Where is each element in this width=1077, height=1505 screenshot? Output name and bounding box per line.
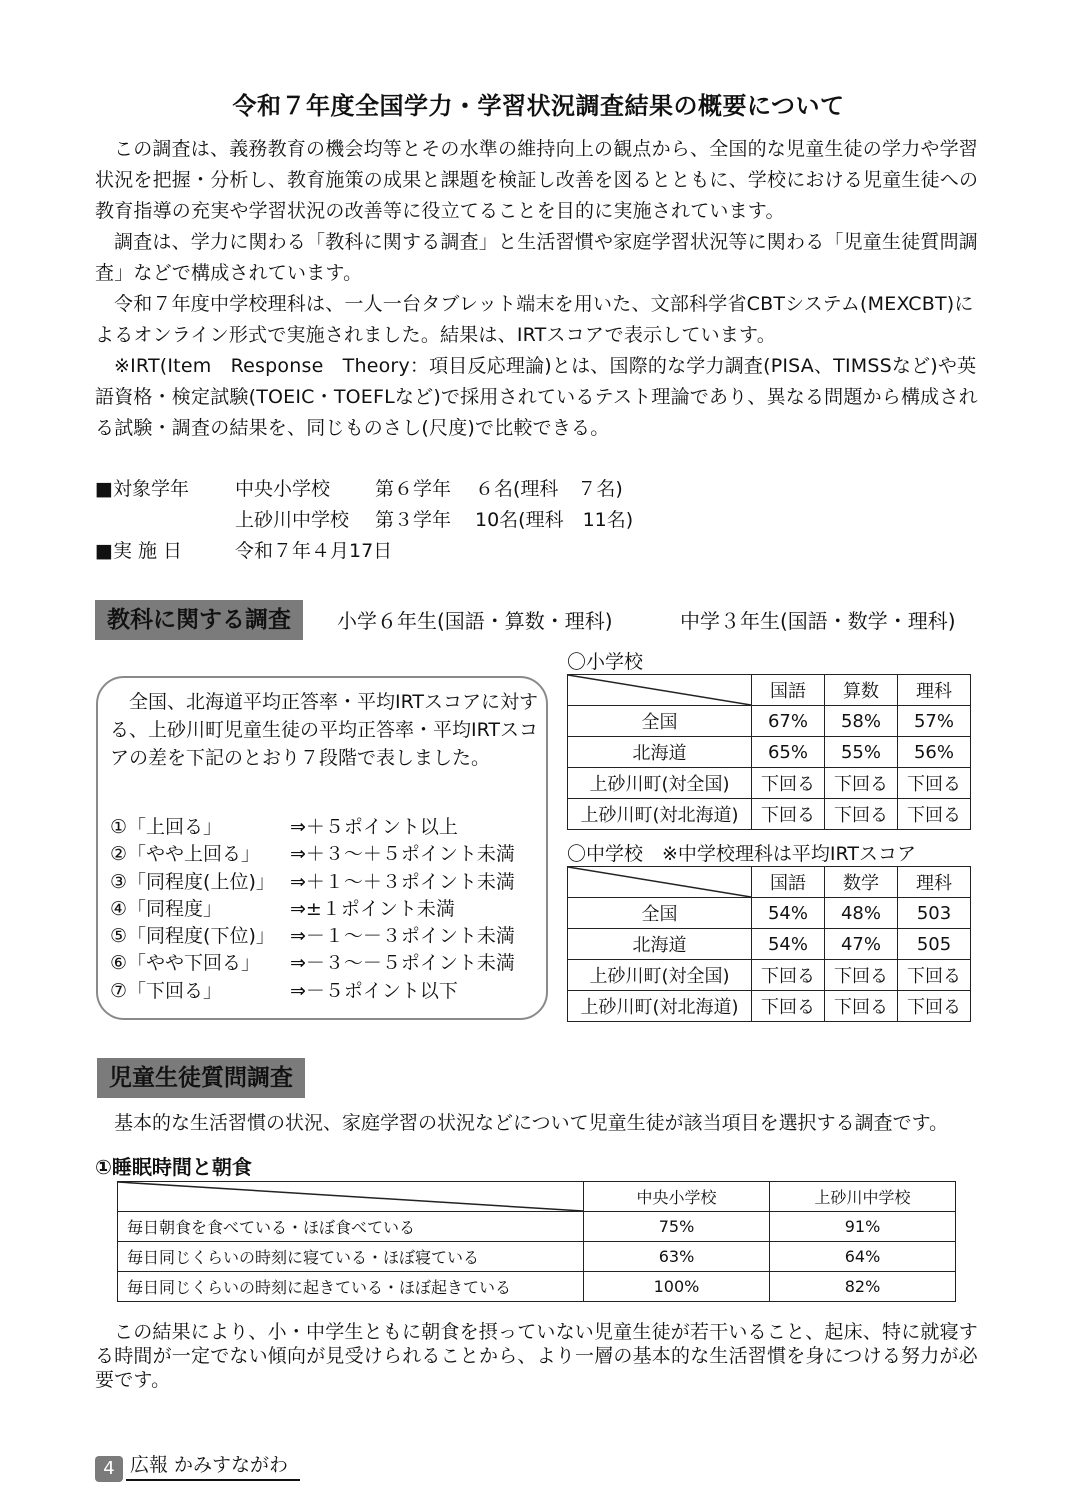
- irt-note: ※IRT(Item Response Theory：項目反応理論)とは、国際的な学力調査(PISA、TIMSSなど)や英語資格・検定試験(TOEIC・TOEFLなど)で採用されているテスト理論であり、異なる問題から構成される試験・調査の結果を、同じものさし(尺度)で比較できる。: [95, 355, 978, 439]
- row-header: 上砂川町(対全国): [568, 960, 752, 991]
- table-row: [568, 960, 971, 991]
- scale-item: [110, 923, 515, 950]
- sleep-breakfast-table: [117, 1181, 956, 1302]
- diagonal-header-cell: [568, 867, 752, 898]
- table-cell: 下回る: [825, 960, 898, 991]
- row-header: 全国: [568, 898, 752, 929]
- subject-section-heading: 教科に関する調査: [95, 600, 303, 640]
- intro-paragraph: この調査は、義務教育の機会均等とその水準の維持向上の観点から、全国的な児童生徒の学力や学習状況を把握・分析し、教育施策の成果と課題を検証し改善を図るとともに、学校における児童生徒への教育指導の充実や学習状況の改善等に役立てることを目的に実施されています。: [95, 138, 979, 222]
- scale-desc: ⇒＋１～＋３ポイント未満: [290, 870, 515, 893]
- table-cell: 82%: [770, 1272, 956, 1302]
- table-cell: 下回る: [752, 960, 825, 991]
- target-count: ６名(理科 ７名): [475, 478, 623, 500]
- row-header: 上砂川町(対全国): [568, 768, 752, 799]
- table-row: [568, 737, 971, 768]
- table-row: [568, 706, 971, 737]
- table-cell: 64%: [770, 1242, 956, 1272]
- conclusion-paragraph: この結果により、小・中学生ともに朝食を摂っていない児童生徒が若干いること、起床、特に就寝する時間が一定でない傾向が見受けられることから、より一層の基本的な生活習慣を身につける努力が必要です。: [95, 1321, 979, 1391]
- page-title: 令和７年度全国学力・学習状況調査結果の概要について: [232, 92, 845, 120]
- table-header-row: [568, 867, 971, 898]
- row-header: 北海道: [568, 737, 752, 768]
- junior-table-label: 〇中学校 ※中学校理科は平均IRTスコア: [567, 843, 916, 865]
- junior-subjects: 中学３年生(国語・数学・理科): [680, 609, 956, 633]
- table-cell: 57%: [898, 706, 971, 737]
- table-cell: 48%: [825, 898, 898, 929]
- table-cell: 下回る: [898, 768, 971, 799]
- table-cell: 下回る: [898, 799, 971, 830]
- table-row: [118, 1212, 956, 1242]
- column-header: 理科: [898, 867, 971, 898]
- scale-item: [110, 978, 515, 1005]
- scale-explanation-text: [110, 688, 540, 772]
- table-cell: 55%: [825, 737, 898, 768]
- page-number: 4: [95, 1456, 123, 1482]
- table-header-row: [568, 675, 971, 706]
- scale-item: [110, 814, 515, 841]
- table-cell: 下回る: [898, 991, 971, 1022]
- column-header: 国語: [752, 867, 825, 898]
- table-cell: 67%: [752, 706, 825, 737]
- diagonal-header-cell: [118, 1182, 584, 1212]
- table-cell: 47%: [825, 929, 898, 960]
- questionnaire-subheading: ①睡眠時間と朝食: [95, 1155, 252, 1179]
- table-cell: 75%: [584, 1212, 770, 1242]
- table-row: [568, 929, 971, 960]
- table-cell: 56%: [898, 737, 971, 768]
- table-cell: 58%: [825, 706, 898, 737]
- junior-results-table: [567, 866, 971, 1022]
- column-header: 中央小学校: [584, 1182, 770, 1212]
- table-cell: 下回る: [825, 991, 898, 1022]
- column-header: 算数: [825, 675, 898, 706]
- table-cell: 505: [898, 929, 971, 960]
- scale-item: [110, 869, 515, 896]
- column-header: 国語: [752, 675, 825, 706]
- table-cell: 下回る: [752, 991, 825, 1022]
- column-header: 上砂川中学校: [770, 1182, 956, 1212]
- scale-desc: ⇒－５ポイント以下: [290, 979, 458, 1002]
- question-item: 毎日同じくらいの時刻に起きている・ほぼ起きている: [118, 1272, 584, 1302]
- scale-item: [110, 841, 515, 868]
- table-cell: 下回る: [825, 768, 898, 799]
- table-cell: 54%: [752, 929, 825, 960]
- scale-desc: ⇒－１～－３ポイント未満: [290, 925, 515, 948]
- intro-text: [95, 134, 990, 444]
- scale-label: ⑥「やや下回る」: [110, 952, 261, 975]
- scale-list: [110, 814, 515, 1005]
- elementary-results-table: [567, 674, 971, 830]
- table-header-row: [118, 1182, 956, 1212]
- row-header: 全国: [568, 706, 752, 737]
- scale-item: [110, 950, 515, 977]
- target-school: 上砂川中学校: [235, 509, 350, 531]
- table-row: [568, 991, 971, 1022]
- questionnaire-intro: 基本的な生活習慣の状況、家庭学習の状況などについて児童生徒が該当項目を選択する調査です。: [114, 1112, 949, 1134]
- table-cell: 下回る: [825, 799, 898, 830]
- intro-paragraph: 令和７年度中学校理科は、一人一台タブレット端末を用いた、文部科学省CBTシステム(MEXCBT)によるオンライン形式で実施されました。結果は、IRTスコアで表示しています。: [95, 293, 974, 346]
- scale-desc: ⇒＋３～＋５ポイント未満: [290, 843, 515, 866]
- table-row: [568, 799, 971, 830]
- elementary-table-label: 〇小学校: [567, 651, 644, 673]
- survey-date: 令和７年４月17日: [235, 540, 393, 562]
- questionnaire-section-heading: 児童生徒質問調査: [97, 1058, 305, 1098]
- target-grade: 第３学年: [375, 509, 452, 531]
- elementary-subjects: 小学６年生(国語・算数・理科): [337, 609, 613, 633]
- table-cell: 下回る: [898, 960, 971, 991]
- table-cell: 下回る: [752, 799, 825, 830]
- scale-desc: ⇒±１ポイント未満: [290, 897, 455, 920]
- row-header: 上砂川町(対北海道): [568, 991, 752, 1022]
- target-school: 中央小学校: [235, 478, 331, 500]
- diagonal-header-cell: [568, 675, 752, 706]
- table-cell: 91%: [770, 1212, 956, 1242]
- table-cell: 100%: [584, 1272, 770, 1302]
- scale-label: ②「やや上回る」: [110, 843, 261, 866]
- table-row: [568, 898, 971, 929]
- scale-label: ⑦「下回る」: [110, 979, 223, 1002]
- table-cell: 63%: [584, 1242, 770, 1272]
- intro-paragraph: 調査は、学力に関わる「教科に関する調査」と生活習慣や家庭学習状況等に関わる「児童生徒質問調査」などで構成されています。: [95, 231, 979, 284]
- column-header: 数学: [825, 867, 898, 898]
- table-cell: 54%: [752, 898, 825, 929]
- date-label: ■実 施 日: [95, 540, 183, 562]
- target-count: 10名(理科 11名): [475, 509, 634, 531]
- scale-item: [110, 896, 515, 923]
- table-row: [118, 1242, 956, 1272]
- scale-label: ①「上回る」: [110, 816, 223, 838]
- row-header: 北海道: [568, 929, 752, 960]
- target-grade-label: ■対象学年: [95, 478, 189, 500]
- table-cell: 下回る: [752, 768, 825, 799]
- publication-name: 広報 かみすながわ: [126, 1452, 300, 1481]
- table-row: [118, 1272, 956, 1302]
- scale-desc: ⇒＋５ポイント以上: [290, 816, 458, 838]
- scale-label: ③「同程度(上位)」: [110, 870, 275, 893]
- scale-label: ④「同程度」: [110, 897, 223, 920]
- conclusion-text: [95, 1320, 990, 1392]
- table-cell: 65%: [752, 737, 825, 768]
- box-paragraph: 全国、北海道平均正答率・平均IRTスコアに対する、上砂川町児童生徒の平均正答率・平均IRTスコアの差を下記のとおり７段階で表しました。: [110, 691, 539, 769]
- question-item: 毎日同じくらいの時刻に寝ている・ほぼ寝ている: [118, 1242, 584, 1272]
- scale-label: ⑤「同程度(下位)」: [110, 925, 275, 948]
- scale-desc: ⇒－３～－５ポイント未満: [290, 952, 515, 975]
- table-cell: 503: [898, 898, 971, 929]
- table-row: [568, 768, 971, 799]
- target-grade: 第６学年: [375, 478, 452, 500]
- survey-info: [95, 474, 633, 567]
- column-header: 理科: [898, 675, 971, 706]
- row-header: 上砂川町(対北海道): [568, 799, 752, 830]
- question-item: 毎日朝食を食べている・ほぼ食べている: [118, 1212, 584, 1242]
